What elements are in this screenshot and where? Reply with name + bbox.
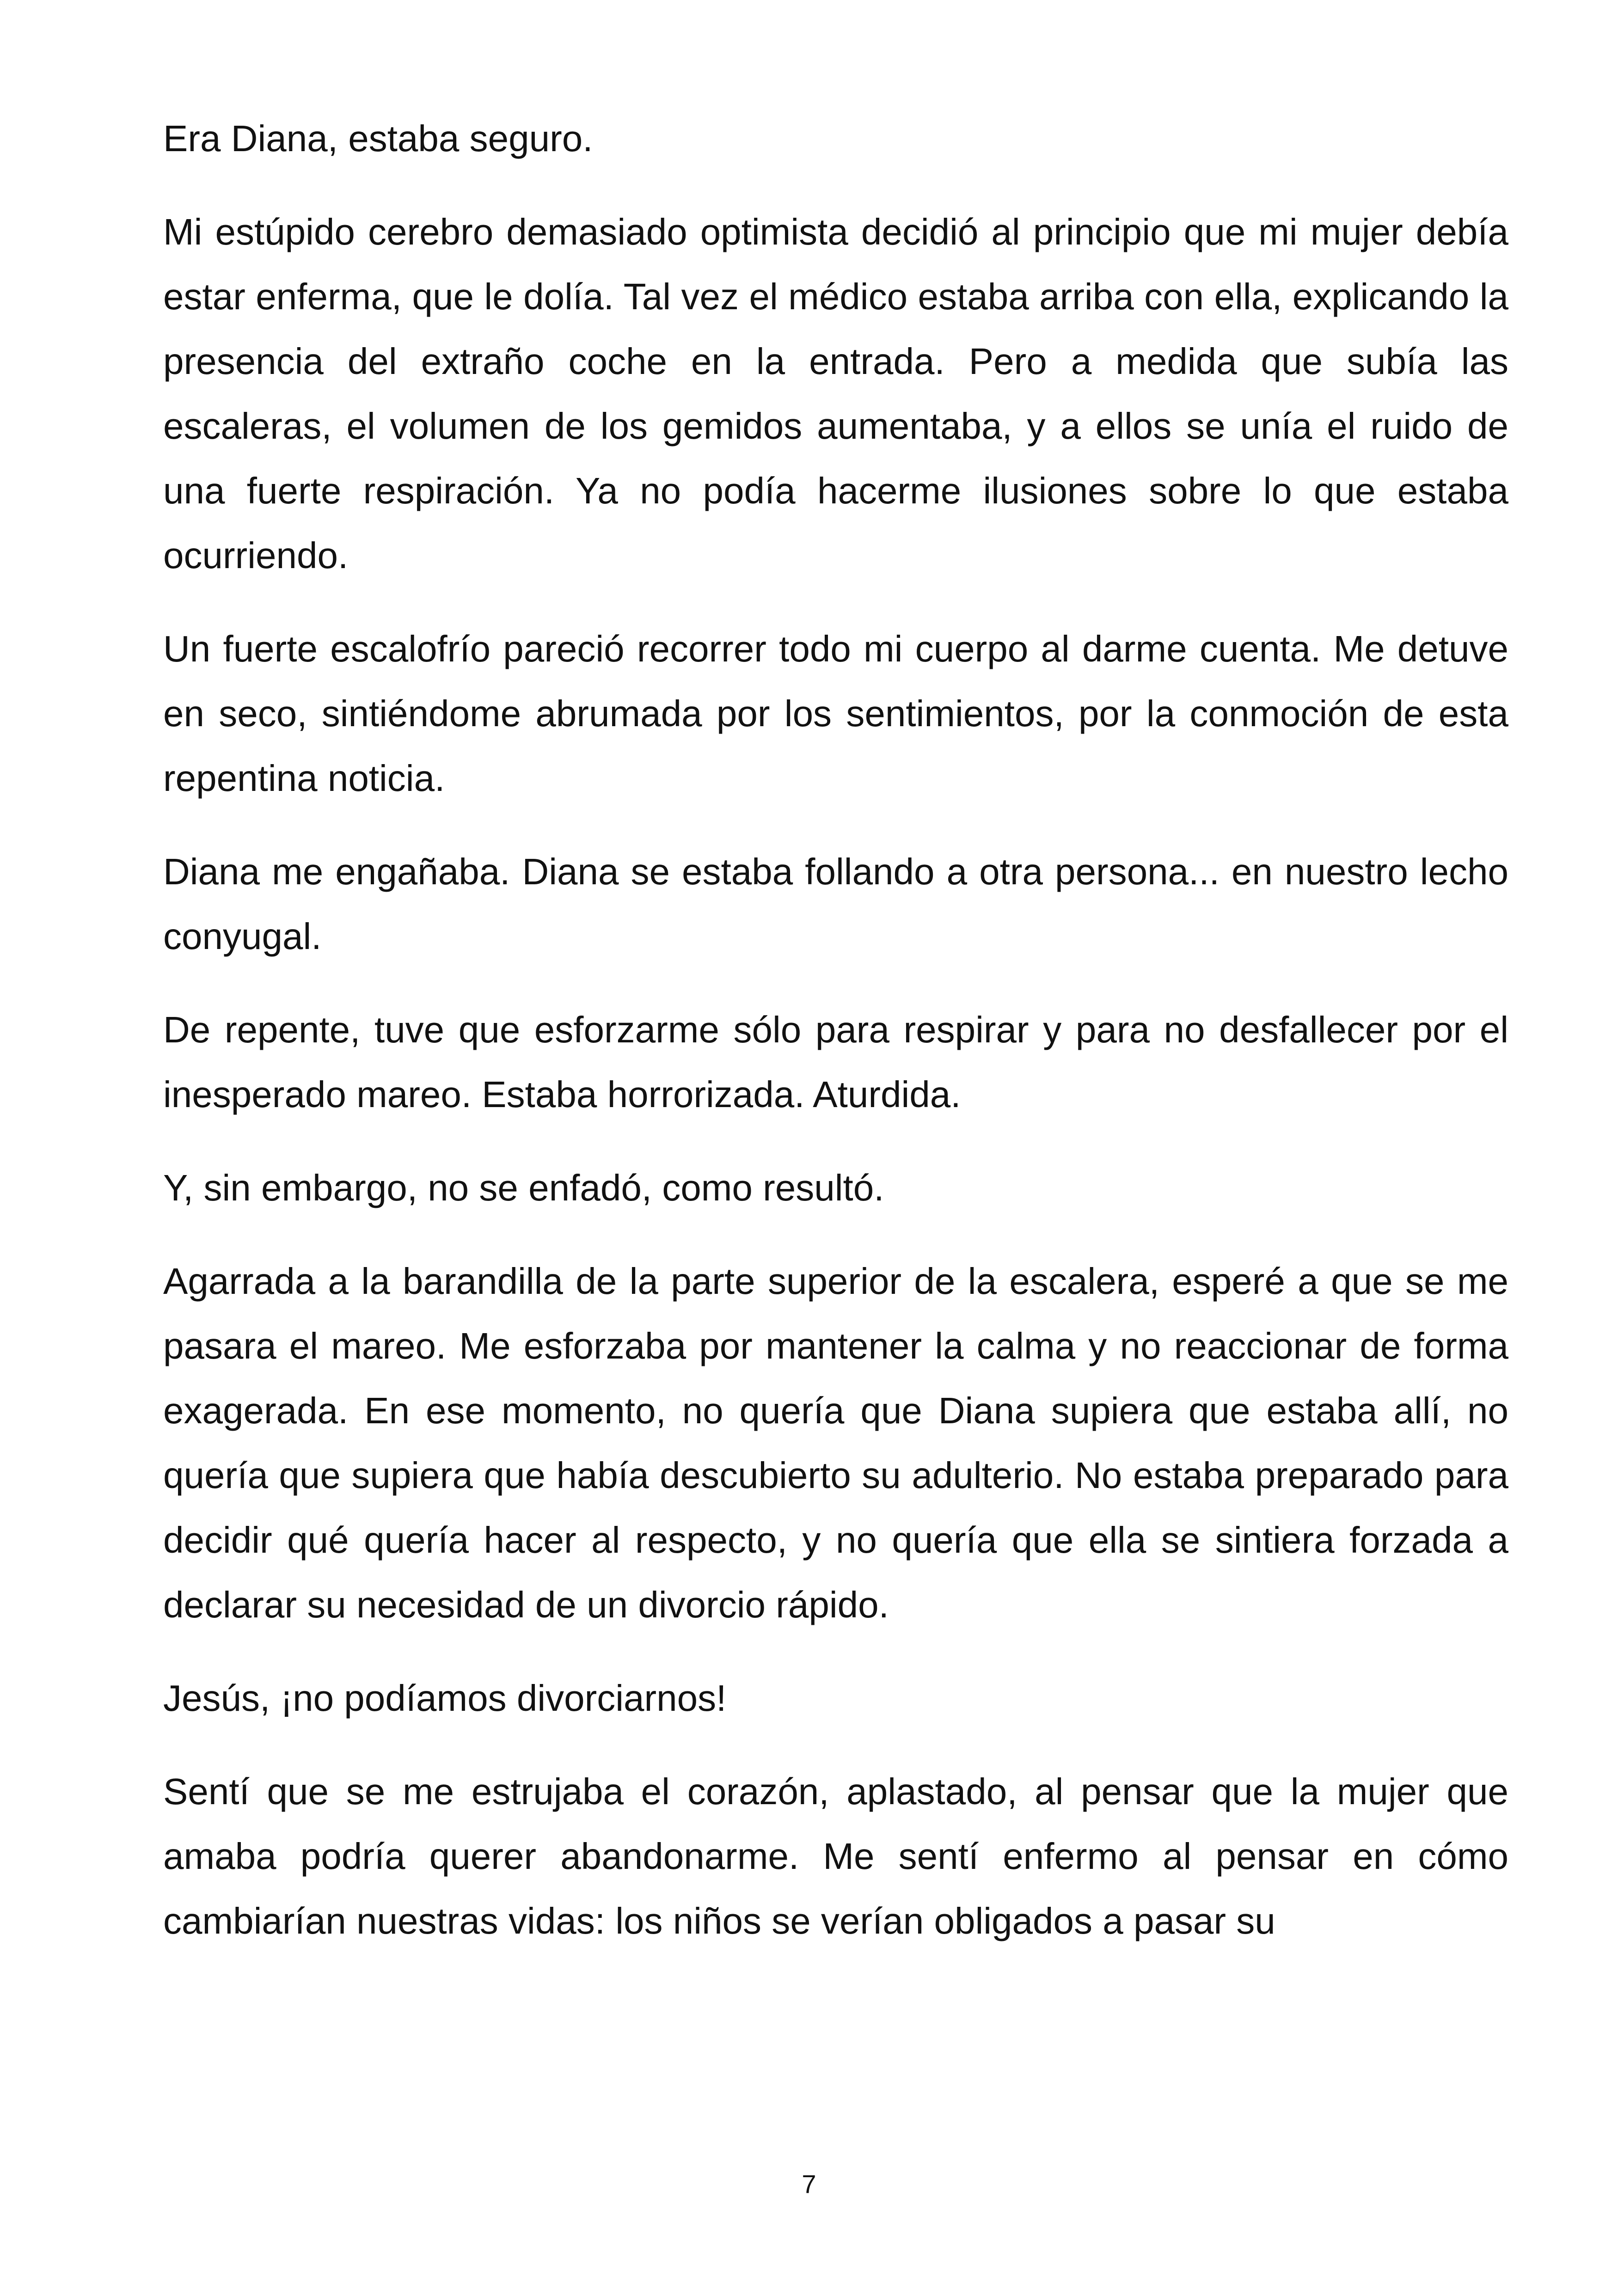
paragraph: Un fuerte escalofrío pareció recorrer todo mi cuerpo al darme cuenta. Me detuve en seco, sintiéndome abrumada por los sentimientos, por la conmoción de esta repentina noticia. <box>163 628 1508 799</box>
paragraph: Era Diana, estaba seguro. <box>163 118 593 159</box>
paragraph: Agarrada a la barandilla de la parte superior de la escalera, esperé a que se me pasara el mareo. Me esforzaba por mantener la calma y no reaccionar de forma exagerada. En ese momento, no quería que Diana supiera que estaba allí, no quería que supiera que había descubierto su adulterio. No estaba preparado para decidir qué quería hacer al respecto, y no quería que ella se sintiera forzada a declarar su necesidad de un divorcio rápido. <box>163 1261 1508 1625</box>
paragraph: De repente, tuve que esforzarme sólo para respirar y para no desfallecer por el inesperado mareo. Estaba horrorizada. Aturdida. <box>163 1009 1508 1115</box>
paragraph: Jesús, ¡no podíamos divorciarnos! <box>163 1678 727 1719</box>
paragraph: Y, sin embargo, no se enfadó, como resultó. <box>163 1167 884 1208</box>
paragraph: Sentí que se me estrujaba el corazón, aplastado, al pensar que la mujer que amaba podría querer abandonarme. Me sentí enfermo al pensar en cómo cambiarían nuestras vidas: los niños se verían obligados a pasar su <box>163 1771 1508 1941</box>
body-text <box>163 106 1508 1982</box>
page-number: 7 <box>802 2169 816 2198</box>
paragraph: Mi estúpido cerebro demasiado optimista decidió al principio que mi mujer debía estar enferma, que le dolía. Tal vez el médico estaba arriba con ella, explicando la presencia del extraño coche en la entrada. Pero a medida que subía las escaleras, el volumen de los gemidos aumentaba, y a ellos se unía el ruido de una fuerte respiración. Ya no podía hacerme ilusiones sobre lo que estaba ocurriendo. <box>163 211 1508 576</box>
paragraph: Diana me engañaba. Diana se estaba follando a otra persona... en nuestro lecho conyugal. <box>163 851 1508 957</box>
